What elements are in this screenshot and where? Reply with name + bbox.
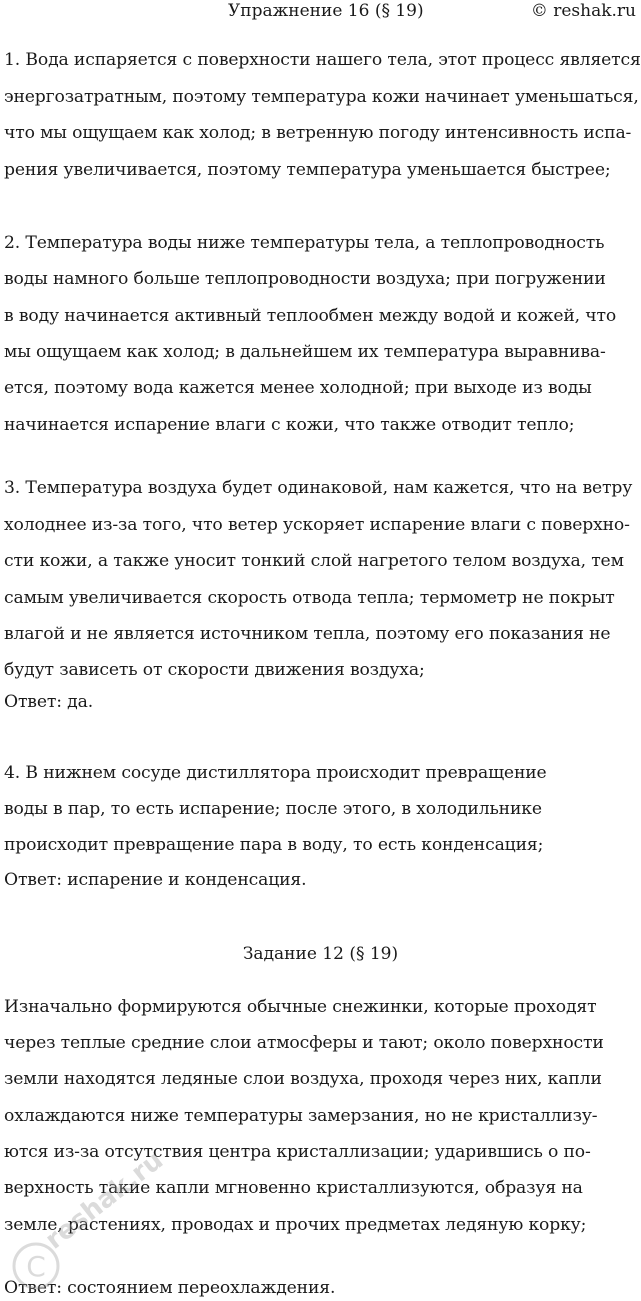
watermark-text: reshak.ru — [39, 1145, 170, 1256]
copyright-icon — [14, 1244, 58, 1288]
text-line: воды в пар, то есть испарение; после этого, в холодильнике — [4, 799, 542, 819]
text-line: влагой и не является источником тепла, поэтому его показания не — [4, 624, 611, 644]
text-line: 1. Вода испаряется с поверхности нашего тела, этот процесс является — [4, 50, 641, 70]
text-line: холоднее из-за того, что ветер ускоряет испарение влаги с поверхно- — [4, 515, 630, 535]
text-line: в воду начинается активный теплообмен между водой и кожей, что — [4, 306, 617, 326]
answer-line: Ответ: состоянием переохлаждения. — [4, 1278, 336, 1298]
text-line: охлаждаются ниже температуры замерзания, но не кристаллизу- — [4, 1106, 598, 1126]
task-title: Задание 12 (§ 19) — [242, 944, 399, 964]
text-line: начинается испарение влаги с кожи, что также отводит тепло; — [4, 415, 575, 435]
text-line: земле, растениях, проводах и прочих предметах ледяную корку; — [4, 1215, 587, 1235]
answer-line: Ответ: да. — [4, 692, 94, 712]
text-line: будут зависеть от скорости движения воздуха; — [4, 660, 425, 680]
text-line: верхность такие капли мгновенно кристаллизуются, образуя на — [4, 1178, 583, 1198]
text-line: рения увеличивается, поэтому температура уменьшается быстрее; — [4, 160, 611, 180]
svg-text:C: C — [26, 1250, 46, 1283]
page-header — [0, 0, 641, 24]
text-line: воды намного больше теплопроводности воздуха; при погружении — [4, 269, 606, 289]
watermark-stamp — [6, 1145, 170, 1298]
text-line: мы ощущаем как холод; в дальнейшем их температура выравнива- — [4, 342, 606, 362]
site-credit: © reshak.ru — [530, 1, 636, 21]
text-line: земли находятся ледяные слои воздуха, проходя через них, капли — [4, 1069, 602, 1089]
text-line: происходит превращение пара в воду, то есть конденсация; — [4, 835, 544, 855]
text-line: через теплые средние слои атмосферы и тают; около поверхности — [4, 1033, 604, 1053]
text-line: самым увеличивается скорость отвода тепла; термометр не покрыт — [4, 588, 615, 608]
text-line: Изначально формируются обычные снежинки, которые проходят — [4, 997, 597, 1017]
text-line: 2. Температура воды ниже температуры тела, а теплопроводность — [4, 233, 605, 253]
text-line: что мы ощущаем как холод; в ветренную погоду интенсивность испа- — [4, 123, 632, 143]
text-line: ются из-за отсутствия центра кристаллизации; ударившись о по- — [4, 1142, 591, 1162]
answer-line: Ответ: испарение и конденсация. — [4, 870, 307, 890]
text-line: ется, поэтому вода кажется менее холодной; при выходе из воды — [4, 378, 592, 398]
text-line: энергозатратным, поэтому температура кожи начинает уменьшаться, — [4, 87, 639, 107]
text-line: сти кожи, а также уносит тонкий слой нагретого телом воздуха, тем — [4, 551, 624, 571]
exercise-title: Упражнение 16 (§ 19) — [228, 1, 424, 21]
text-line: 3. Температура воздуха будет одинаковой, нам кажется, что на ветру — [4, 478, 633, 498]
text-line: 4. В нижнем сосуде дистиллятора происходит превращение — [4, 763, 547, 783]
